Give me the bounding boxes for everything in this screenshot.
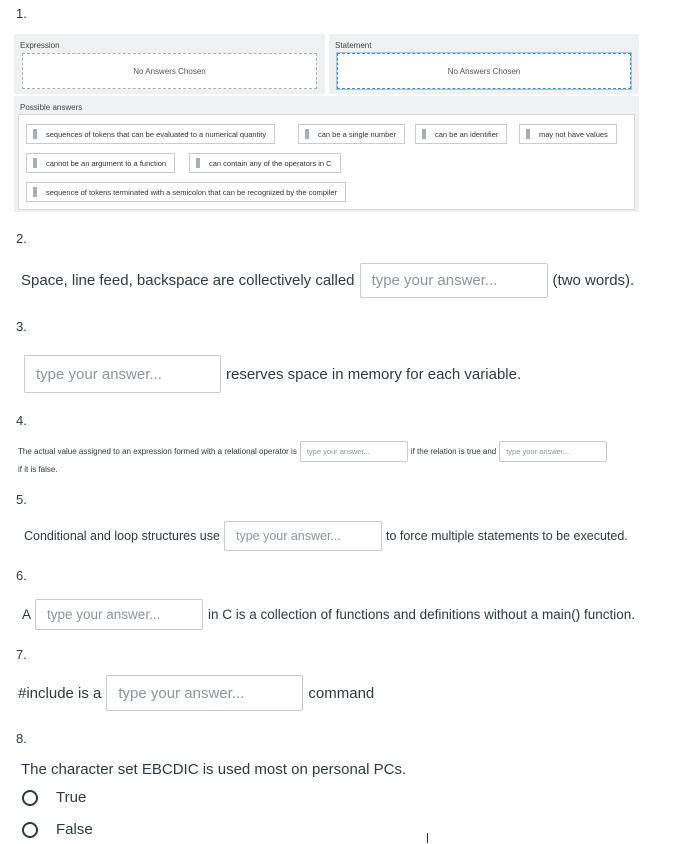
text-cursor-icon (427, 833, 428, 843)
question-4-line-1 (18, 441, 610, 462)
q5-answer-input[interactable]: type your answer... (224, 521, 382, 551)
question-3-number: 3. (16, 319, 27, 334)
q8-option-false-label: False (56, 821, 93, 838)
question-3 (19, 355, 521, 393)
q6-answer-input[interactable]: type your answer... (35, 599, 203, 630)
q7-answer-input[interactable]: type your answer... (106, 675, 303, 711)
radio-unchecked-icon[interactable] (22, 822, 38, 838)
q2-text-after: (two words). (552, 272, 635, 289)
answer-chip[interactable]: may not have values (519, 124, 617, 144)
q8-option-true[interactable] (22, 789, 86, 806)
answer-chip[interactable]: can contain any of the operators in C (189, 153, 341, 173)
drag-handle-icon[interactable] (33, 158, 37, 168)
question-8-number: 8. (16, 731, 27, 746)
q2-answer-input[interactable]: type your answer... (360, 263, 548, 298)
q8-option-false[interactable] (22, 821, 93, 838)
q4-answer-input-2[interactable]: type your answer... (499, 441, 607, 462)
question-2 (21, 263, 634, 298)
drag-handle-icon[interactable] (196, 158, 200, 168)
possible-answers-box (18, 114, 635, 210)
q8-option-true-label: True (56, 789, 87, 806)
question-5-number: 5. (16, 492, 27, 507)
q8-statement: The character set EBCDIC is used most on personal PCs. (21, 761, 407, 778)
expression-drop-zone[interactable]: No Answers Chosen (22, 53, 317, 89)
question-2-number: 2. (16, 231, 27, 246)
statement-area (329, 34, 639, 94)
q6-text-after: in C is a collection of functions and definitions without a main() function. (208, 607, 635, 622)
answer-chip[interactable]: sequences of tokens that can be evaluated to a numerical quantity (26, 124, 275, 144)
statement-drop-zone[interactable]: No Answers Chosen (337, 53, 631, 89)
expression-area (14, 34, 325, 94)
drag-handle-icon[interactable] (33, 187, 37, 197)
drag-handle-icon[interactable] (422, 129, 426, 139)
statement-label: Statement (335, 41, 372, 50)
answer-chip[interactable]: can be an identifier (415, 124, 507, 144)
drag-handle-icon[interactable] (526, 129, 530, 139)
question-5 (24, 521, 628, 551)
question-6-number: 6. (16, 568, 27, 583)
q3-answer-input[interactable]: type your answer... (24, 355, 221, 393)
question-1-number: 1. (16, 6, 27, 21)
q5-text-after: to force multiple statements to be executed. (385, 529, 628, 543)
possible-answers-label: Possible answers (20, 103, 83, 112)
answer-chip[interactable]: sequence of tokens terminated with a semicolon that can be recognized by the compiler (26, 182, 346, 202)
question-7-number: 7. (16, 647, 27, 662)
q7-text-after: command (308, 684, 375, 702)
q7-text-before: #include is a (18, 684, 102, 702)
drag-handle-icon[interactable] (305, 129, 309, 139)
question-4-number: 4. (16, 413, 27, 428)
radio-unchecked-icon[interactable] (22, 790, 38, 806)
q6-text-before: A (22, 607, 32, 622)
matching-question (14, 34, 639, 212)
expression-label: Expression (20, 41, 60, 50)
question-4-line-2 (18, 465, 58, 474)
q4-text-before: The actual value assigned to an expression formed with a relational operator is (18, 447, 297, 456)
answer-chip[interactable]: can be a single number (298, 124, 405, 144)
q4-text-middle: if the relation is true and (410, 447, 497, 456)
q2-text-before: Space, line feed, backspace are collectively called (21, 272, 355, 289)
question-6 (22, 599, 635, 630)
answer-chip[interactable]: cannot be an argument to a function (26, 153, 175, 173)
q3-text-after: reserves space in memory for each variable. (226, 365, 522, 383)
possible-answers-area (14, 96, 639, 212)
drag-handle-icon[interactable] (33, 129, 37, 139)
q4-answer-input-1[interactable]: type your answer... (300, 441, 408, 462)
q5-text-before: Conditional and loop structures use (24, 529, 220, 543)
question-7 (18, 675, 374, 711)
q4-text-after: if it is false. (18, 465, 58, 474)
